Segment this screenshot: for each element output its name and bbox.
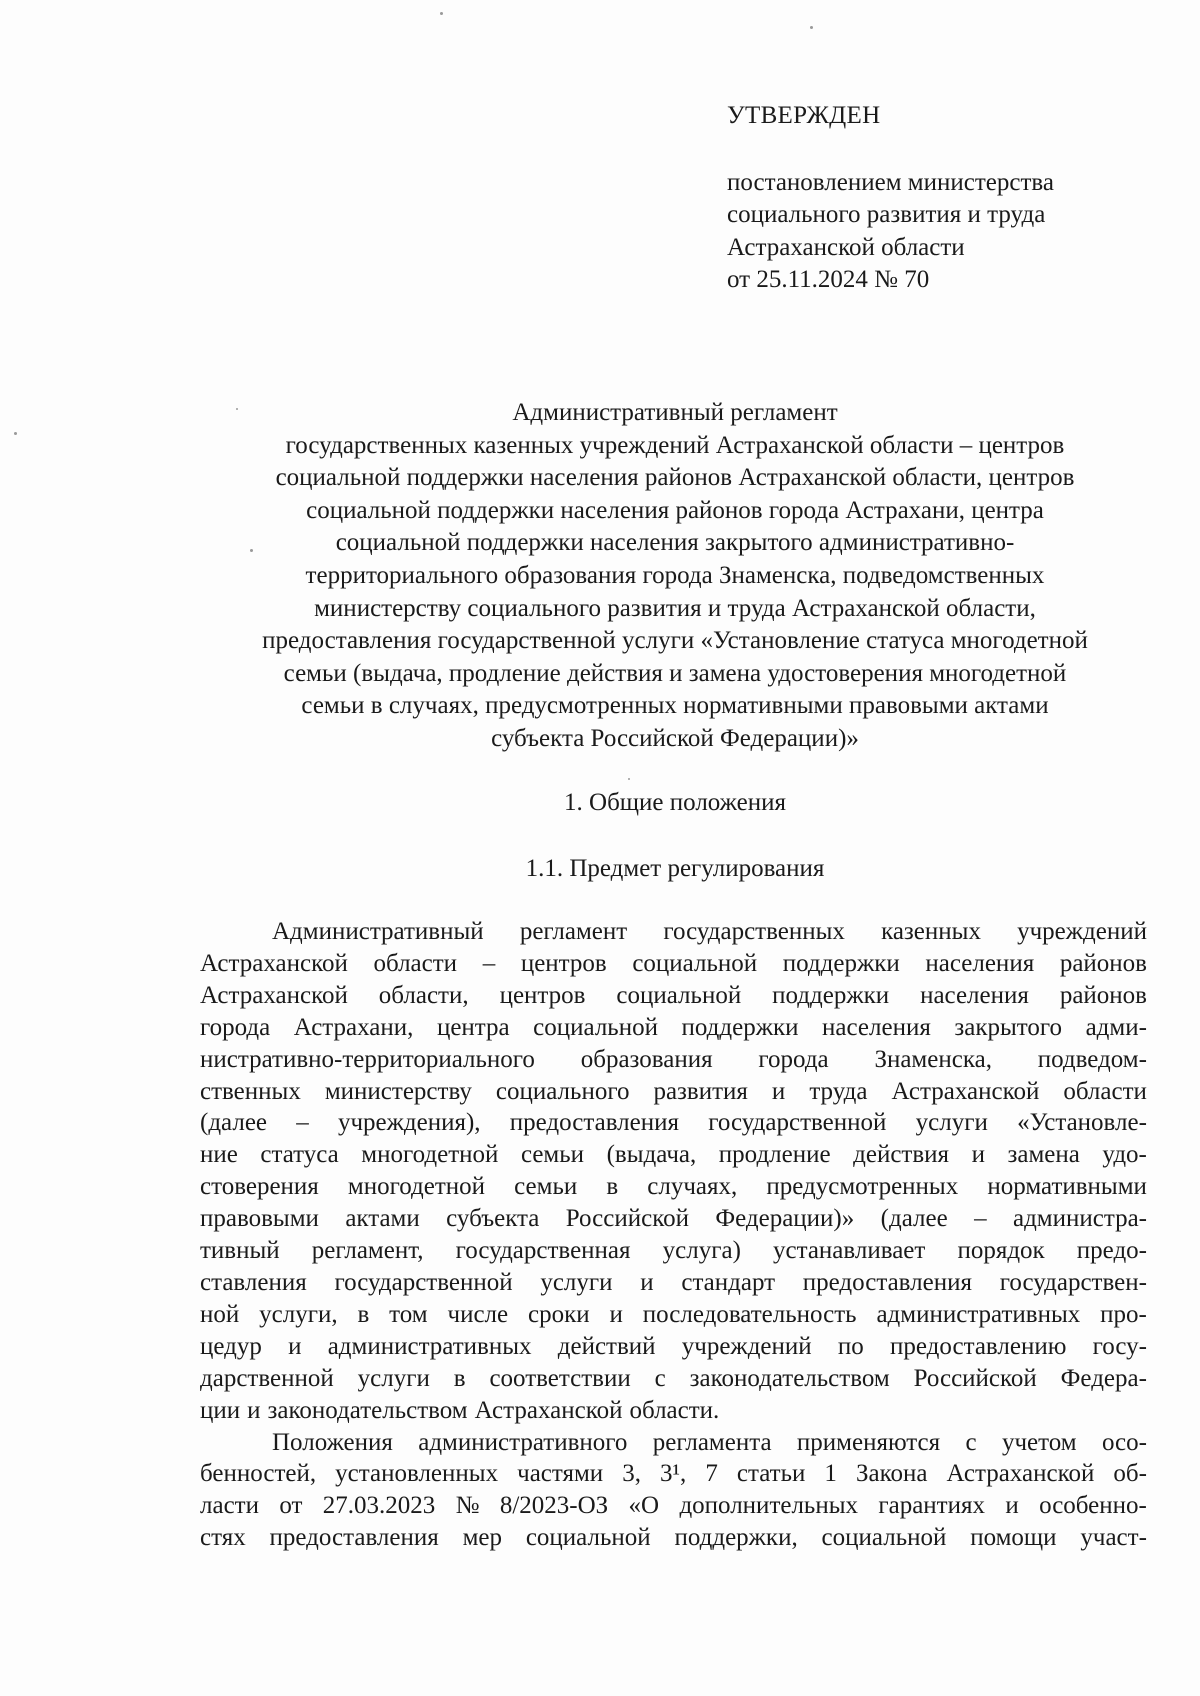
body-line: ственных министерству социального развития и труда Астраханской области (200, 1077, 1147, 1105)
scan-speck (628, 778, 630, 780)
title-line: субъекта Российской Федерации)» (491, 724, 859, 752)
document-title (190, 397, 1160, 756)
body-line: ной услуги, в том числе сроки и последовательность административных про- (200, 1300, 1147, 1328)
body-line: ласти от 27.03.2023 № 8/2023-ОЗ «О дополнительных гарантиях и особенно- (200, 1492, 1147, 1520)
title-line: территориального образования города Знаменска, подведомственных (305, 561, 1045, 589)
title-line: семьи (выдача, продление действия и замена удостоверения многодетной (283, 659, 1067, 687)
body-line: нистративно-территориального образования города Знаменска, подведом- (200, 1045, 1147, 1073)
body-line: правовыми актами субъекта Российской Федерации)» (далее – администра- (200, 1205, 1147, 1233)
title-line: семьи в случаях, предусмотренных нормативными правовыми актами (301, 692, 1049, 720)
body-line: тивный регламент, государственная услуга) устанавливает порядок предо- (200, 1237, 1147, 1265)
approval-block (727, 100, 1147, 297)
body-line: ции и законодательством Астраханской области. (200, 1396, 720, 1424)
title-line: государственных казенных учреждений Астраханской области – центров (285, 431, 1065, 459)
approved-heading: УТВЕРЖДЕН (727, 102, 881, 129)
title-line: социальной поддержки населения районов Астраханской области, центров (275, 464, 1075, 492)
title-line: социальной поддержки населения закрытого административно- (335, 529, 1015, 557)
body-line: города Астрахани, центра социальной поддержки населения закрытого адми- (200, 1013, 1147, 1041)
approval-date-number: от 25.11.2024 № 70 (727, 266, 930, 293)
body-line: Административный регламент государственных казенных учреждений (272, 918, 1147, 945)
scan-speck (14, 432, 17, 435)
body-line: стоверения многодетной семьи в случаях, предусмотренных нормативными (200, 1173, 1147, 1201)
approval-line: Астраханской области (727, 233, 965, 261)
body-line: стях предоставления мер социальной поддержки, социальной помощи участ- (200, 1524, 1147, 1552)
approval-line: постановлением министерства (727, 168, 1054, 196)
section-heading: 1. Общие положения (564, 789, 786, 816)
approval-line: социального развития и труда (727, 201, 1046, 228)
body-line: ставления государственной услуги и стандарт предоставления государствен- (200, 1268, 1147, 1296)
body-line: бенностей, установленных частями 3, 3¹, 7 статьи 1 Закона Астраханской об- (200, 1460, 1147, 1488)
body-line: Астраханской области, центров социальной поддержки населения районов (200, 981, 1147, 1009)
title-line: социальной поддержки населения районов города Астрахани, центра (306, 496, 1044, 524)
body-line: Положения административного регламента применяются с учетом осо- (272, 1428, 1147, 1456)
title-line: министерству социального развития и труда Астраханской области, (314, 594, 1036, 622)
body-line: дарственной услуги в соответствии с законодательством Российской Федера- (200, 1364, 1147, 1392)
body-text (200, 916, 1147, 1554)
body-line: цедур и административных действий учреждений по предоставлению госу- (200, 1332, 1147, 1360)
title-line: предоставления государственной услуги «Установление статуса многодетной (262, 627, 1088, 655)
scan-speck (810, 26, 813, 29)
body-line: ние статуса многодетной семьи (выдача, продление действия и замена удо- (200, 1141, 1147, 1169)
scan-speck (440, 12, 443, 15)
body-line: (далее – учреждения), предоставления государственной услуги «Установле- (200, 1109, 1147, 1137)
body-line: Астраханской области – центров социальной поддержки населения районов (200, 949, 1147, 977)
subsection-heading: 1.1. Предмет регулирования (525, 855, 825, 882)
title-line: Административный регламент (512, 399, 838, 426)
